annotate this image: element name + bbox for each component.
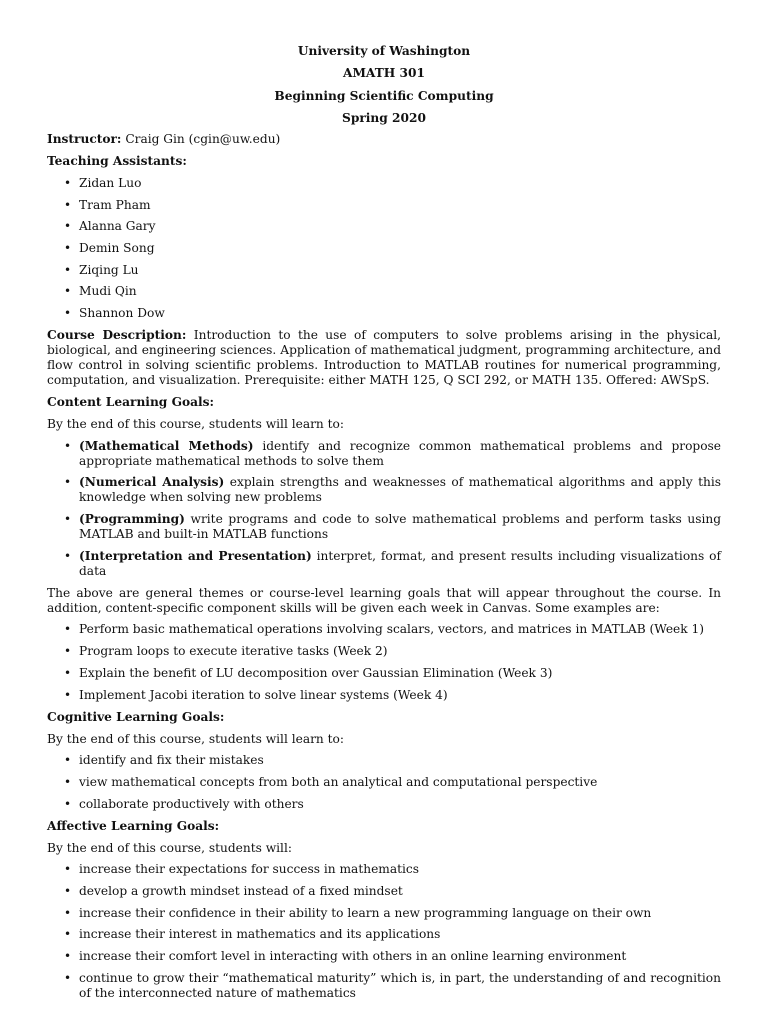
list-item: • Mudi Qin (47, 284, 721, 299)
cognitive-goals-heading: Cognitive Learning Goals: (47, 709, 225, 724)
list-item: • Perform basic mathematical operations involving scalars, vectors, and matrices in MATLAB (Week 1) (47, 622, 721, 637)
list-item: • collaborate productively with others (47, 797, 721, 812)
list-item: • continue to grow their “mathematical maturity” which is, in part, the understanding of and recognition of the interconnected nature of mathematics (47, 971, 721, 1001)
content-goals-intro: By the end of this course, students will learn to: (47, 417, 344, 431)
list-item (47, 512, 721, 542)
list-item (47, 549, 721, 579)
goal-text: interpret, format, and present results including visualizations of data (79, 548, 721, 578)
syllabus-page (47, 40, 721, 1001)
list-item (47, 475, 721, 505)
course-title: Beginning Scientific Computing (274, 88, 494, 103)
goal-category: (Programming) (79, 512, 185, 527)
list-item: • increase their expectations for success in mathematics (47, 862, 721, 877)
instructor-value: Craig Gin (cgin@uw.edu) (125, 132, 281, 147)
ta-heading: Teaching Assistants: (47, 154, 187, 169)
list-item: • develop a growth mindset instead of a fixed mindset (47, 884, 721, 899)
list-item: • Program loops to execute iterative tasks (Week 2) (47, 644, 721, 659)
list-item: • identify and fix their mistakes (47, 753, 721, 768)
goal-text: explain strengths and weaknesses of mathematical algorithms and apply this knowledge when solving new problems (79, 475, 721, 505)
list-item: • increase their comfort level in interacting with others in an online learning environment (47, 949, 721, 964)
content-goals-heading: Content Learning Goals: (47, 395, 214, 409)
list-item: • increase their interest in mathematics and its applications (47, 927, 721, 942)
list-item: • Tram Pham (47, 198, 721, 213)
list-item: • Alanna Gary (47, 219, 721, 234)
affective-goals-list (47, 862, 721, 1000)
list-item: • Explain the benefit of LU decomposition over Gaussian Elimination (Week 3) (47, 666, 721, 681)
list-item: • Demin Song (47, 241, 721, 256)
instructor-label: Instructor: (47, 132, 122, 147)
list-item: • Shannon Dow (47, 306, 721, 321)
instructor-line (47, 132, 721, 147)
list-item: • Implement Jacobi iteration to solve linear systems (Week 4) (47, 688, 721, 703)
ta-list (47, 176, 721, 321)
content-goals-list (47, 439, 721, 579)
goal-text: write programs and code to solve mathematical problems and perform tasks using MATLAB and built-in MATLAB functions (79, 512, 721, 542)
content-goals-followup: The above are general themes or course-level learning goals that will appear throughout the course. In addition, content-specific component skills will be given each week in Canvas. Some examples are: (47, 585, 721, 615)
goal-category: (Numerical Analysis) (79, 475, 225, 490)
list-item: • view mathematical concepts from both an analytical and computational perspective (47, 775, 721, 790)
list-item: • Ziqing Lu (47, 263, 721, 278)
course-description-text: Introduction to the use of computers to solve problems arising in the physical, biological, and engineering sciences. Application of mathematical judgment, programming architecture, and flow control in solving scientific problems. Introduction to MATLAB routines for numerical programming, computation, and visualization. Prerequisite: either MATH 125, Q SCI 292, or MATH 135. Offered: AWSpS. (47, 328, 722, 387)
goal-text: identify and recognize common mathematical problems and propose appropriate mathematical methods to solve them (79, 438, 722, 468)
course-description (47, 328, 721, 388)
course-description-label: Course Description: (47, 328, 187, 342)
content-examples-list (47, 622, 721, 702)
cognitive-goals-intro: By the end of this course, students will learn to: (47, 731, 344, 746)
list-item: • increase their confidence in their ability to learn a new programming language on their own (47, 906, 721, 921)
course-code: AMATH 301 (342, 66, 425, 81)
goal-category: (Mathematical Methods) (79, 438, 254, 453)
goal-category: (Interpretation and Presentation) (79, 548, 312, 563)
affective-goals-intro: By the end of this course, students will: (47, 840, 292, 855)
title-block (47, 40, 721, 129)
term: Spring 2020 (342, 110, 426, 125)
list-item: • Zidan Luo (47, 176, 721, 191)
cognitive-goals-list (47, 753, 721, 811)
list-item (47, 439, 721, 469)
university-name: University of Washington (297, 44, 471, 58)
affective-goals-heading: Affective Learning Goals: (47, 818, 220, 833)
